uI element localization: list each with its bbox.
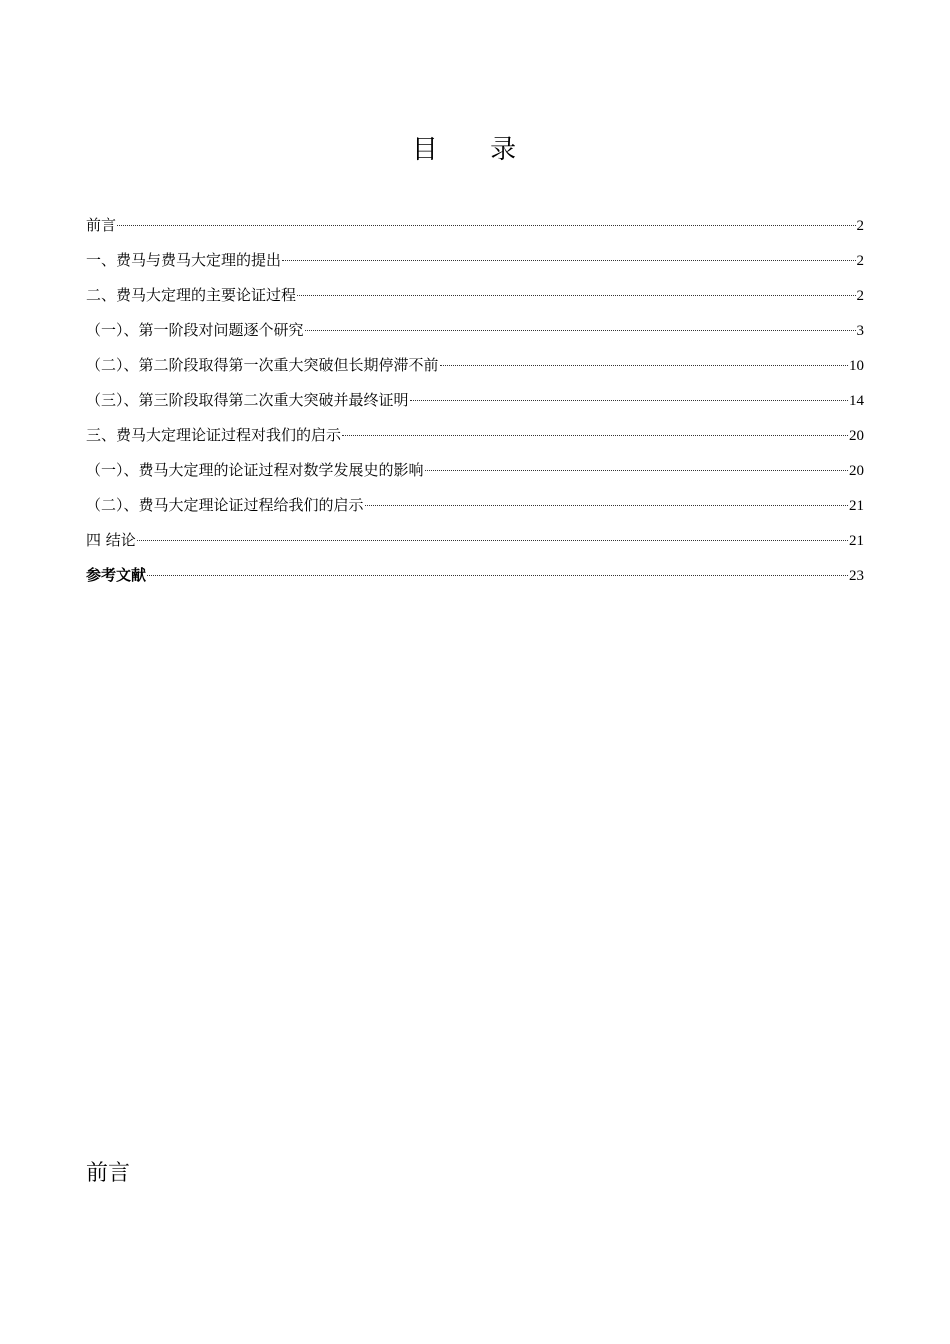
toc-entry-page: 2 [856, 253, 864, 269]
toc-entry[interactable] [86, 243, 864, 278]
toc-leader-dots [117, 224, 855, 226]
toc-entry[interactable] [86, 453, 864, 488]
toc-leader-dots [305, 329, 856, 331]
toc-leader-dots [137, 539, 848, 541]
toc-entry-label: （二）、第二阶段取得第一次重大突破但长期停滞不前 [86, 356, 439, 374]
toc-entry-label: 二、费马大定理的主要论证过程 [86, 286, 297, 304]
toc-leader-dots [425, 469, 848, 471]
toc-leader-dots [365, 504, 848, 506]
toc-entry[interactable] [86, 488, 864, 523]
toc-leader-dots [282, 259, 855, 261]
toc-entry-page: 21 [849, 533, 864, 549]
toc-entry[interactable] [86, 523, 864, 558]
toc-entry-page: 21 [849, 498, 864, 514]
toc-entry-page: 10 [849, 358, 864, 374]
toc-entry-page: 2 [856, 288, 864, 304]
toc-entry-page: 2 [856, 218, 864, 234]
toc-entry-label: 三、费马大定理论证过程对我们的启示 [86, 426, 342, 444]
toc-entry-page: 20 [849, 428, 864, 444]
toc-entry-page: 14 [849, 393, 864, 409]
toc-entry-label: 一、费马与费马大定理的提出 [86, 251, 282, 269]
toc-leader-dots [440, 364, 848, 366]
toc-entry-label: （一）、第一阶段对问题逐个研究 [86, 321, 304, 339]
toc-leader-dots [147, 574, 848, 576]
toc-entry[interactable] [86, 278, 864, 313]
toc-leader-dots [342, 434, 848, 436]
toc-entry-label: （三）、第三阶段取得第二次重大突破并最终证明 [86, 391, 409, 409]
toc-leader-dots [410, 399, 848, 401]
toc-title: 目 录 [411, 135, 539, 165]
toc-entry[interactable] [86, 208, 864, 243]
toc-entry[interactable] [86, 348, 864, 383]
toc-entry-page: 23 [849, 568, 864, 584]
toc-entry-label: 参考文献 [86, 566, 147, 584]
toc-entry[interactable] [86, 418, 864, 453]
toc-entry-page: 20 [849, 463, 864, 479]
toc-entry-page: 3 [856, 323, 864, 339]
toc-entry[interactable] [86, 383, 864, 418]
section-heading-preface: 前言 [86, 1161, 131, 1186]
toc-entry-label: （二）、费马大定理论证过程给我们的启示 [86, 496, 364, 514]
toc-entry-label: 四 结论 [86, 531, 136, 549]
toc-entry[interactable] [86, 558, 864, 593]
toc-entry[interactable] [86, 313, 864, 348]
toc-entry-label: （一）、费马大定理的论证过程对数学发展史的影响 [86, 461, 424, 479]
table-of-contents [86, 208, 864, 593]
toc-entry-label: 前言 [86, 216, 117, 234]
toc-leader-dots [297, 294, 855, 296]
